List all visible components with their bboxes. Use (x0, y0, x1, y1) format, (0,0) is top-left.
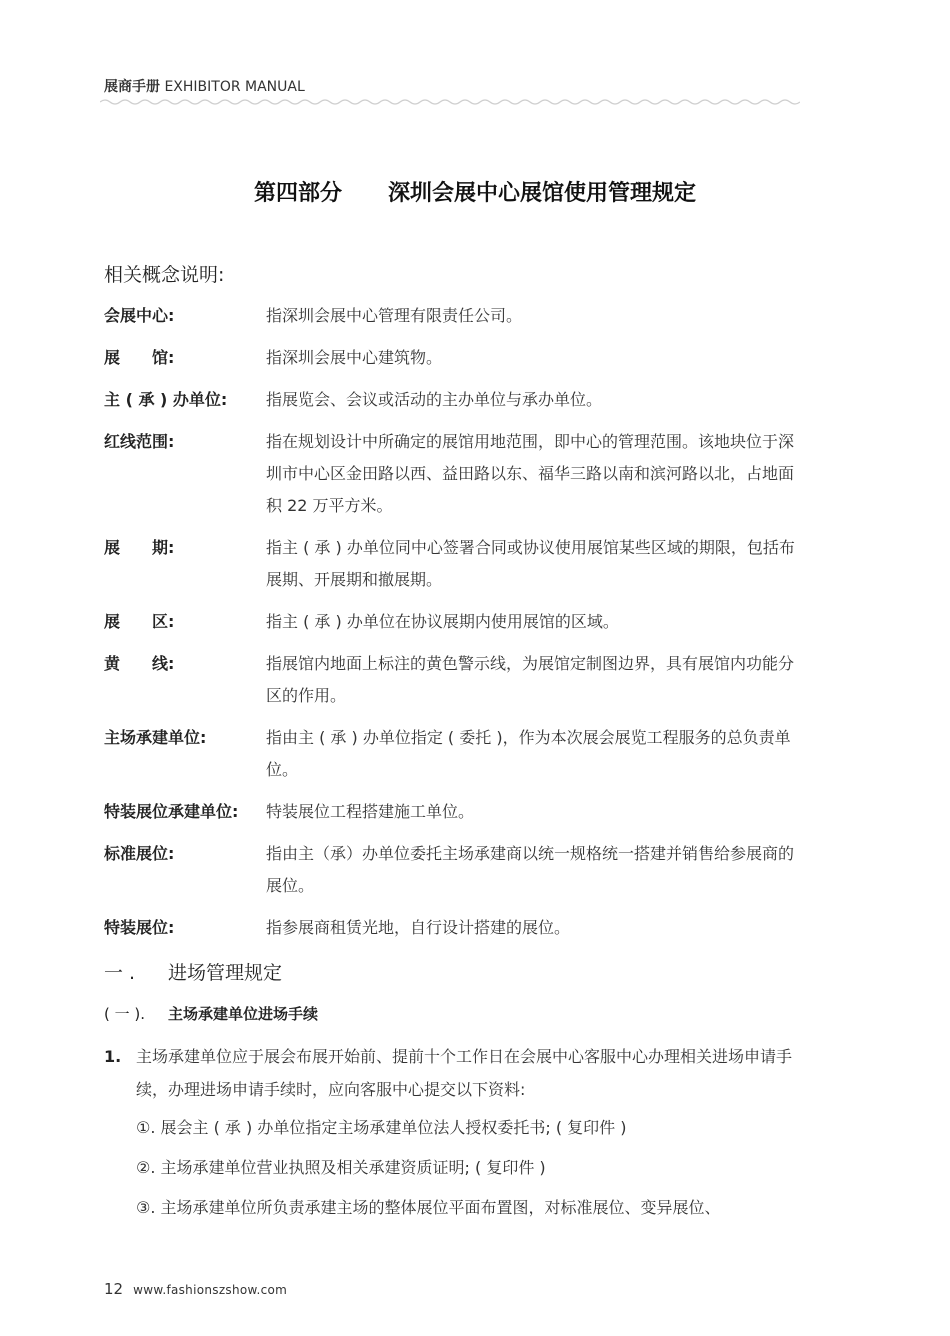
definition-term: 红线范围: (104, 432, 175, 451)
definition-term: 主 ( 承 ) 办单位: (104, 390, 228, 409)
header-manual-zh: 展商手册 (104, 79, 160, 95)
definition-item (104, 426, 804, 522)
definition-item (104, 648, 804, 712)
definition-item (104, 722, 804, 786)
definition-desc: 特装展位工程搭建施工单位。 (266, 802, 475, 821)
definition-item (104, 532, 804, 596)
definition-item (104, 300, 804, 332)
header-manual-en: EXHIBITOR MANUAL (164, 79, 305, 95)
subsection-title: 主场承建单位进场手续 (168, 1005, 319, 1023)
running-header (104, 76, 305, 96)
concepts-heading: 相关概念说明: (104, 264, 225, 286)
definitions-list (104, 300, 804, 954)
definition-desc: 指展览会、会议或活动的主办单位与承办单位。 (266, 390, 603, 409)
footer-url: www.fashionszshow.com (133, 1283, 288, 1297)
definition-desc: 指主 ( 承 ) 办单位同中心签署合同或协议使用展馆某些区域的期限，包括布展期、开展期和撤展期。 (266, 538, 795, 589)
subsection-heading (104, 1003, 318, 1024)
section-heading (104, 958, 282, 985)
sub-item: ②. 主场承建单位营业执照及相关承建资质证明; ( 复印件 ) (136, 1158, 546, 1177)
sub-item: ①. 展会主 ( 承 ) 办单位指定主场承建单位法人授权委托书; ( 复印件 ) (136, 1118, 627, 1137)
definition-item (104, 838, 804, 902)
definition-term: 黄 线: (104, 654, 175, 673)
section-number: 一 . (104, 962, 136, 984)
definition-term: 标准展位: (104, 844, 175, 863)
definition-term: 会展中心: (104, 306, 175, 325)
definition-desc: 指由主（承）办单位委托主场承建商以统一规格统一搭建并销售给参展商的展位。 (266, 844, 795, 895)
subsection-number: ( 一 ). (104, 1005, 146, 1023)
definition-term: 特装展位: (104, 918, 175, 937)
definition-item (104, 912, 804, 944)
title-name: 深圳会展中心展馆使用管理规定 (388, 181, 697, 206)
definition-desc: 指由主 ( 承 ) 办单位指定 ( 委托 )，作为本次展会展览工程服务的总负责单位。 (266, 728, 791, 779)
definition-desc: 指在规划设计中所确定的展馆用地范围，即中心的管理范围。该地块位于深圳市中心区金田路以西、益田路以东、福华三路以南和滨河路以北，占地面积 22 万平方米。 (266, 432, 795, 515)
title-part: 第四部分 (253, 181, 342, 206)
definition-desc: 指展馆内地面上标注的黄色警示线，为展馆定制图边界，具有展馆内功能分区的作用。 (266, 654, 795, 705)
definition-item (104, 796, 804, 828)
definition-desc: 指主 ( 承 ) 办单位在协议展期内使用展馆的区域。 (266, 612, 619, 631)
definition-term: 主场承建单位: (104, 728, 207, 747)
item-text: 主场承建单位应于展会布展开始前、提前十个工作日在会展中心客服中心办理相关进场申请手续，办理进场申请手续时，应向客服中心提交以下资料: (136, 1047, 793, 1099)
page-title (0, 176, 950, 207)
definition-item (104, 606, 804, 638)
definition-desc: 指深圳会展中心建筑物。 (266, 348, 443, 367)
item-number: 1. (104, 1047, 122, 1066)
definition-term: 展 区: (104, 612, 175, 631)
definition-desc: 指参展商租赁光地，自行设计搭建的展位。 (266, 918, 571, 937)
sub-item: ③. 主场承建单位所负责承建主场的整体展位平面布置图，对标准展位、变异展位、 (136, 1198, 721, 1217)
sub-item-list (136, 1112, 804, 1232)
numbered-item (104, 1040, 804, 1106)
definition-item (104, 384, 804, 416)
section-title: 进场管理规定 (168, 962, 283, 984)
definition-term: 展 期: (104, 538, 175, 557)
definition-term: 特装展位承建单位: (104, 802, 239, 821)
page-number: 12 (104, 1280, 124, 1298)
definition-item (104, 342, 804, 374)
definition-desc: 指深圳会展中心管理有限责任公司。 (266, 306, 523, 325)
page-footer (104, 1280, 287, 1298)
definition-term: 展 馆: (104, 348, 175, 367)
header-wave-divider (100, 97, 800, 107)
